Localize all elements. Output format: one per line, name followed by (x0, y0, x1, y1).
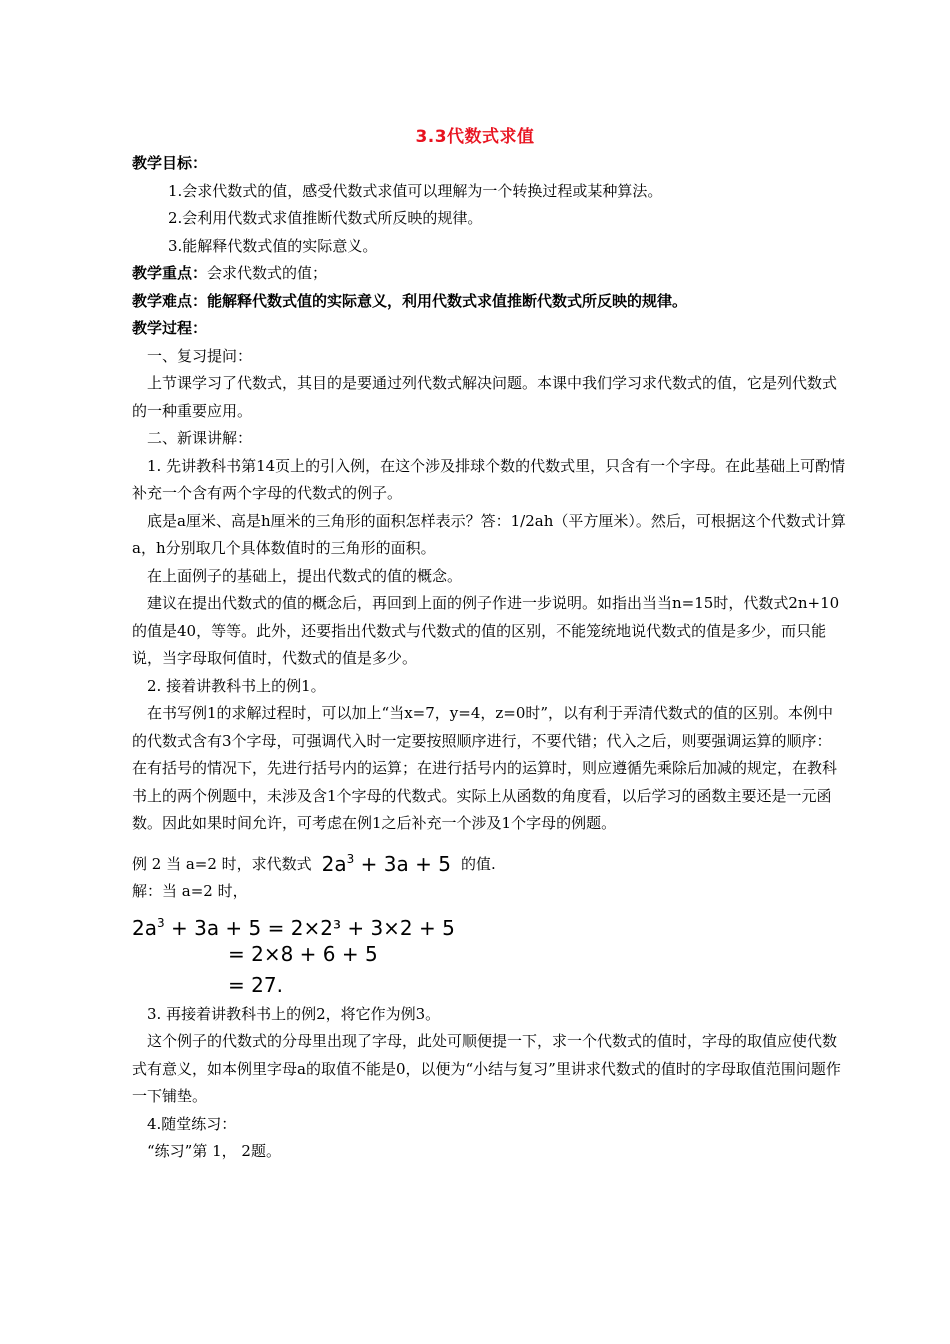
key-point (132, 260, 846, 288)
section1-heading: 一、复习提问： (147, 346, 253, 365)
process-label: 教学过程： (132, 319, 208, 337)
equation-line-3 (132, 970, 846, 1001)
example2-expression: $2a^3 + 3a + 5$ (321, 851, 451, 876)
document-title: 3.3代数式求值 (415, 127, 535, 147)
example2-line (132, 846, 846, 879)
difficulty-text: 能解释代数式值的实际意义，利用代数式求值推断代数式所反映的规律。 (207, 291, 688, 310)
key-point-text: 会求代数式的值； (207, 264, 328, 282)
equation-line-1: $2a^3 + 3a + 5 = 2\times 2^3 + 3\times 2 + 5$ (132, 915, 455, 940)
section3-p3: 4.随堂练习： (147, 1114, 237, 1133)
document-body (132, 150, 846, 1166)
section3-p1: 3. 再接着讲教科书上的例2，将它作为例3。 (147, 1004, 441, 1023)
difficulty (132, 288, 846, 316)
goals-label: 教学目标： (132, 154, 208, 172)
section2-p4: 建议在提出代数式的值的概念后，再回到上面的例子作进一步说明。如指出当当n=15时，代数式2n+10的值是40，等等。此外，还要指出代数式与代数式的值的区别，不能笼统地说代数式的值是多少，而只能说，当字母取何值时，代数式的值是多少。 (132, 594, 840, 667)
section2-p6: 在书写例1的求解过程时，可以加上“当x=7，y=4，z=0时”，以有利于弄清代数式的值的区别。本例中的代数式含有3个字母，可强调代入时一定要按照顺序进行，不要代错；代入之后，则要强调运算的顺序：在有括号的情况下，先进行括号内的运算；在进行括号内的运算时，则应遵循先乘除后加减的规定，在教科书上的两个例题中，未涉及含1个字母的代数式。实际上从函数的角度看，以后学习的函数主要还是一元函数。因此如果时间允许，可考虑在例1之后补充一个涉及1个字母的例题。 (132, 704, 838, 832)
section2-p1: 1. 先讲教科书第14页上的引入例，在这个涉及排球个数的代数式里，只含有一个字母。在此基础上可酌情补充一个含有两个字母的代数式的例子。 (132, 456, 846, 502)
section2-heading: 二、新课讲解： (147, 429, 253, 447)
equation-rhs-2: = 2×8 + 6 + 5 (228, 941, 378, 966)
example2-solution-prefix: 解：当 a=2 时， (132, 882, 248, 900)
section3-p2: 这个例子的代数式的分母里出现了字母，此处可顺便提一下，求一个代数式的值时，字母的取值应使代数式有意义，如本例里字母a的取值不能是0，以便为“小结与复习”里讲求代数式的值时的字母取值范围问题作一下铺垫。 (132, 1032, 841, 1105)
goal-item-2: 2.会利用代数式求值推断代数式所反映的规律。 (168, 209, 483, 227)
section1-text: 上节课学习了代数式，其目的是要通过列代数式解决问题。本课中我们学习求代数式的值，它是列代数式的一种重要应用。 (132, 374, 838, 420)
solution-equation (132, 908, 846, 1001)
example2-prefix: 例 2 当 a=2 时，求代数式 (132, 854, 312, 873)
goal-item-1: 1.会求代数式的值，感受代数式求值可以理解为一个转换过程或某种算法。 (168, 181, 663, 200)
key-point-label: 教学重点： (132, 264, 208, 282)
difficulty-label: 教学难点： (132, 291, 208, 310)
equation-line-2 (132, 939, 846, 970)
section2-p5: 2. 接着讲教科书上的例1。 (147, 676, 326, 695)
goal-item-3: 3.能解释代数式值的实际意义。 (168, 236, 378, 255)
example2-suffix: 的值. (460, 854, 496, 873)
equation-rhs-3: = 27. (228, 972, 283, 997)
equation-rhs-1: = 2×2³ + 3×2 + 5 (267, 915, 455, 940)
section2-p3: 在上面例子的基础上，提出代数式的值的概念。 (147, 566, 463, 585)
section2-p2: 底是a厘米、高是h厘米的三角形的面积怎样表示？答：1/2ah（平方厘米）。然后，可根据这个代数式计算a，h分别取几个具体数值时的三角形的面积。 (132, 511, 846, 557)
section3-p4: “练习”第 1， 2题。 (147, 1142, 281, 1160)
